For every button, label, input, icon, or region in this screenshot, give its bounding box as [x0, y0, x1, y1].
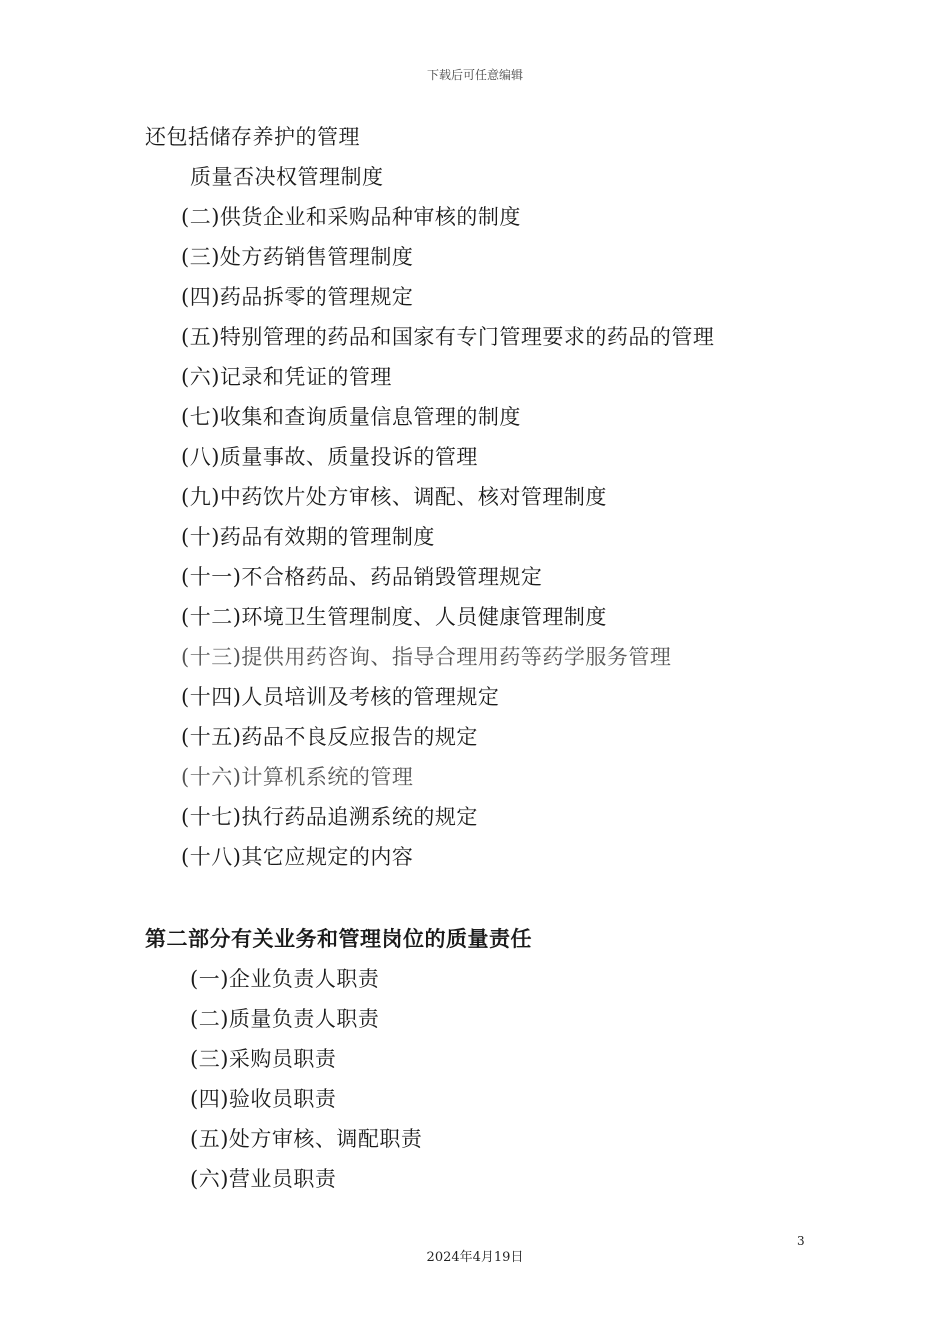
list-item: (十八)其它应规定的内容 [181, 845, 414, 869]
list-item: (十五)药品不良反应报告的规定 [181, 725, 478, 749]
list-item: (十四)人员培训及考核的管理规定 [181, 685, 500, 709]
list-item: (七)收集和查询质量信息管理的制度 [181, 405, 521, 429]
list-item: (四)验收员职责 [190, 1087, 337, 1111]
footer-date: 2024年4月19日 [426, 1250, 524, 1265]
intro-line: 还包括储存养护的管理 [145, 125, 360, 149]
section-heading: 第二部分有关业务和管理岗位的质量责任 [145, 926, 532, 951]
page-number: 3 [797, 1234, 805, 1248]
list-item: (六)记录和凭证的管理 [181, 365, 392, 389]
list-item: 质量否决权管理制度 [190, 165, 384, 189]
list-item: (十二)环境卫生管理制度、人员健康管理制度 [181, 605, 607, 629]
list-item: (六)营业员职责 [190, 1167, 337, 1191]
list-item: (十)药品有效期的管理制度 [181, 525, 435, 549]
list-item: (九)中药饮片处方审核、调配、核对管理制度 [181, 485, 607, 509]
list-item: (四)药品拆零的管理规定 [181, 285, 414, 309]
list-item: (八)质量事故、质量投诉的管理 [181, 445, 478, 469]
list-item: (三)采购员职责 [190, 1047, 337, 1071]
list-item: (二)供货企业和采购品种审核的制度 [181, 205, 521, 229]
list-item: (三)处方药销售管理制度 [181, 245, 414, 269]
list-item: (一)企业负责人职责 [190, 967, 380, 991]
list-item: (十三)提供用药咨询、指导合理用药等药学服务管理 [181, 645, 672, 669]
list-item: (十六)计算机系统的管理 [181, 765, 414, 789]
list-item: (十一)不合格药品、药品销毁管理规定 [181, 565, 543, 589]
list-item: (五)处方审核、调配职责 [190, 1127, 423, 1151]
page-header: 下载后可任意编辑 [426, 68, 523, 82]
list-item: (十七)执行药品追溯系统的规定 [181, 805, 478, 829]
list-item: (五)特别管理的药品和国家有专门管理要求的药品的管理 [181, 325, 715, 349]
list-item: (二)质量负责人职责 [190, 1007, 380, 1031]
